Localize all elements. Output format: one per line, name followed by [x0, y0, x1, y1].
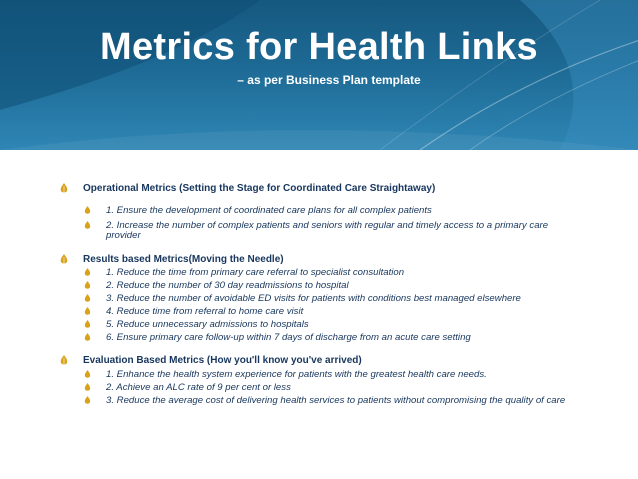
list-item: 3. Reduce the average cost of delivering health services to patients without compromising the quality of care — [106, 395, 566, 406]
list-item: 5. Reduce unnecessary admissions to hospitals — [106, 319, 309, 330]
title-banner — [0, 0, 638, 150]
fleuron-bullet-icon — [60, 355, 68, 366]
list-item: 1. Reduce the time from primary care referral to specialist consultation — [106, 267, 405, 278]
fleuron-bullet-icon — [84, 294, 91, 303]
list-item: 1. Enhance the health system experience for patients with the greatest health care needs. — [106, 369, 487, 380]
fleuron-bullet-icon — [84, 206, 91, 215]
slide-subtitle: – as per Business Plan template — [237, 73, 421, 87]
list-item: 2. Reduce the number of 30 day readmissions to hospital — [106, 280, 349, 291]
fleuron-bullet-icon — [84, 281, 91, 290]
list-item: 1. Ensure the development of coordinated care plans for all complex patients — [106, 205, 432, 216]
fleuron-bullet-icon — [84, 268, 91, 277]
section-heading: Operational Metrics (Setting the Stage for Coordinated Care Straightaway) — [83, 183, 436, 194]
fleuron-bullet-icon — [84, 221, 91, 230]
fleuron-bullet-icon — [84, 370, 91, 379]
fleuron-bullet-icon — [84, 320, 91, 329]
list-item: 6. Ensure primary care follow-up within 7 days of discharge from an acute care setting — [106, 332, 471, 343]
section-heading: Evaluation Based Metrics (How you'll know you've arrived) — [83, 355, 362, 366]
list-item: 2. Achieve an ALC rate of 9 per cent or less — [106, 382, 291, 393]
fleuron-bullet-icon — [84, 396, 91, 405]
fleuron-bullet-icon — [60, 254, 68, 265]
fleuron-bullet-icon — [60, 183, 68, 194]
fleuron-bullet-icon — [84, 333, 91, 342]
list-item: 3. Reduce the number of avoidable ED visits for patients with conditions best managed elsewhere — [106, 293, 521, 304]
list-item: 4. Reduce time from referral to home care visit — [106, 306, 304, 317]
section-heading: Results based Metrics(Moving the Needle) — [83, 254, 284, 265]
fleuron-bullet-icon — [84, 307, 91, 316]
list-item: 2. Increase the number of complex patients and seniors with regular and timely access to a primary care provider — [106, 220, 549, 241]
slide-title: Metrics for Health Links — [100, 26, 538, 68]
fleuron-bullet-icon — [84, 383, 91, 392]
